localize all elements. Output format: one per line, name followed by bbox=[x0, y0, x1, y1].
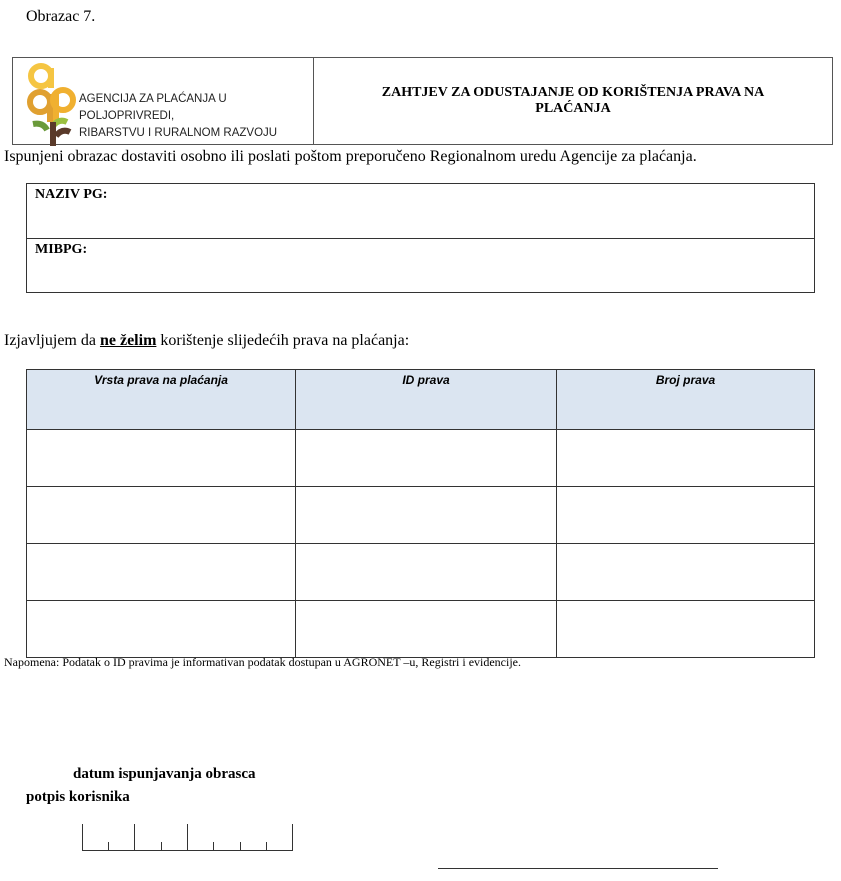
rights-table bbox=[26, 369, 815, 658]
note-text: Napomena: Podatak o ID pravima je informativan podatak dostupan u AGRONET –u, Registri i evidencije. bbox=[4, 655, 521, 669]
col-header: ID prava bbox=[296, 370, 557, 430]
table-cell[interactable] bbox=[296, 601, 557, 658]
table-row bbox=[27, 487, 815, 544]
table-cell[interactable] bbox=[557, 544, 815, 601]
instruction-text: Ispunjeni obrazac dostaviti osobno ili poslati poštom preporučeno Regionalnom uredu Agencije za plaćanja. bbox=[4, 148, 697, 165]
table-cell[interactable] bbox=[27, 487, 296, 544]
form-title: ZAHTJEV ZA ODUSTAJANJE OD KORIŠTENJA PRAVA NA PLAĆANJA bbox=[381, 85, 765, 116]
statement-pre: Izjavljujem da bbox=[4, 332, 100, 349]
table-cell[interactable] bbox=[557, 601, 815, 658]
statement-emphasis: ne želim bbox=[99, 332, 157, 349]
table-cell[interactable] bbox=[296, 430, 557, 487]
mibpg-field[interactable]: MIBPG: bbox=[27, 238, 814, 292]
agency-logo-block bbox=[13, 58, 314, 144]
table-cell[interactable] bbox=[557, 487, 815, 544]
naziv-pg-field[interactable]: NAZIV PG: bbox=[35, 187, 108, 202]
table-row bbox=[27, 430, 815, 487]
agency-name bbox=[79, 91, 313, 142]
date-input-boxes[interactable] bbox=[82, 824, 293, 851]
table-cell[interactable] bbox=[557, 430, 815, 487]
farm-info-box bbox=[26, 183, 815, 293]
col-header: Broj prava bbox=[557, 370, 815, 430]
table-row bbox=[27, 601, 815, 658]
table-cell[interactable] bbox=[296, 487, 557, 544]
table-cell[interactable] bbox=[27, 544, 296, 601]
table-cell[interactable] bbox=[27, 430, 296, 487]
col-header: Vrsta prava na plaćanja bbox=[27, 370, 296, 430]
table-row bbox=[27, 544, 815, 601]
agency-logo-icon bbox=[23, 60, 79, 146]
statement-text bbox=[4, 332, 409, 350]
statement-post: korištenje slijedećih prava na plaćanja: bbox=[156, 332, 410, 349]
date-label: datum ispunjavanja obrasca bbox=[73, 766, 256, 782]
agency-name-line1: AGENCIJA ZA PLAĆANJA U POLJOPRIVREDI, bbox=[79, 93, 227, 122]
table-cell[interactable] bbox=[27, 601, 296, 658]
signature-label: potpis korisnika bbox=[26, 789, 130, 805]
table-cell[interactable] bbox=[296, 544, 557, 601]
form-number: Obrazac 7. bbox=[26, 8, 96, 25]
signature-line[interactable] bbox=[438, 868, 718, 869]
agency-name-line2: RIBARSTVU I RURALNOM RAZVOJU bbox=[79, 127, 278, 139]
form-header bbox=[12, 57, 833, 145]
